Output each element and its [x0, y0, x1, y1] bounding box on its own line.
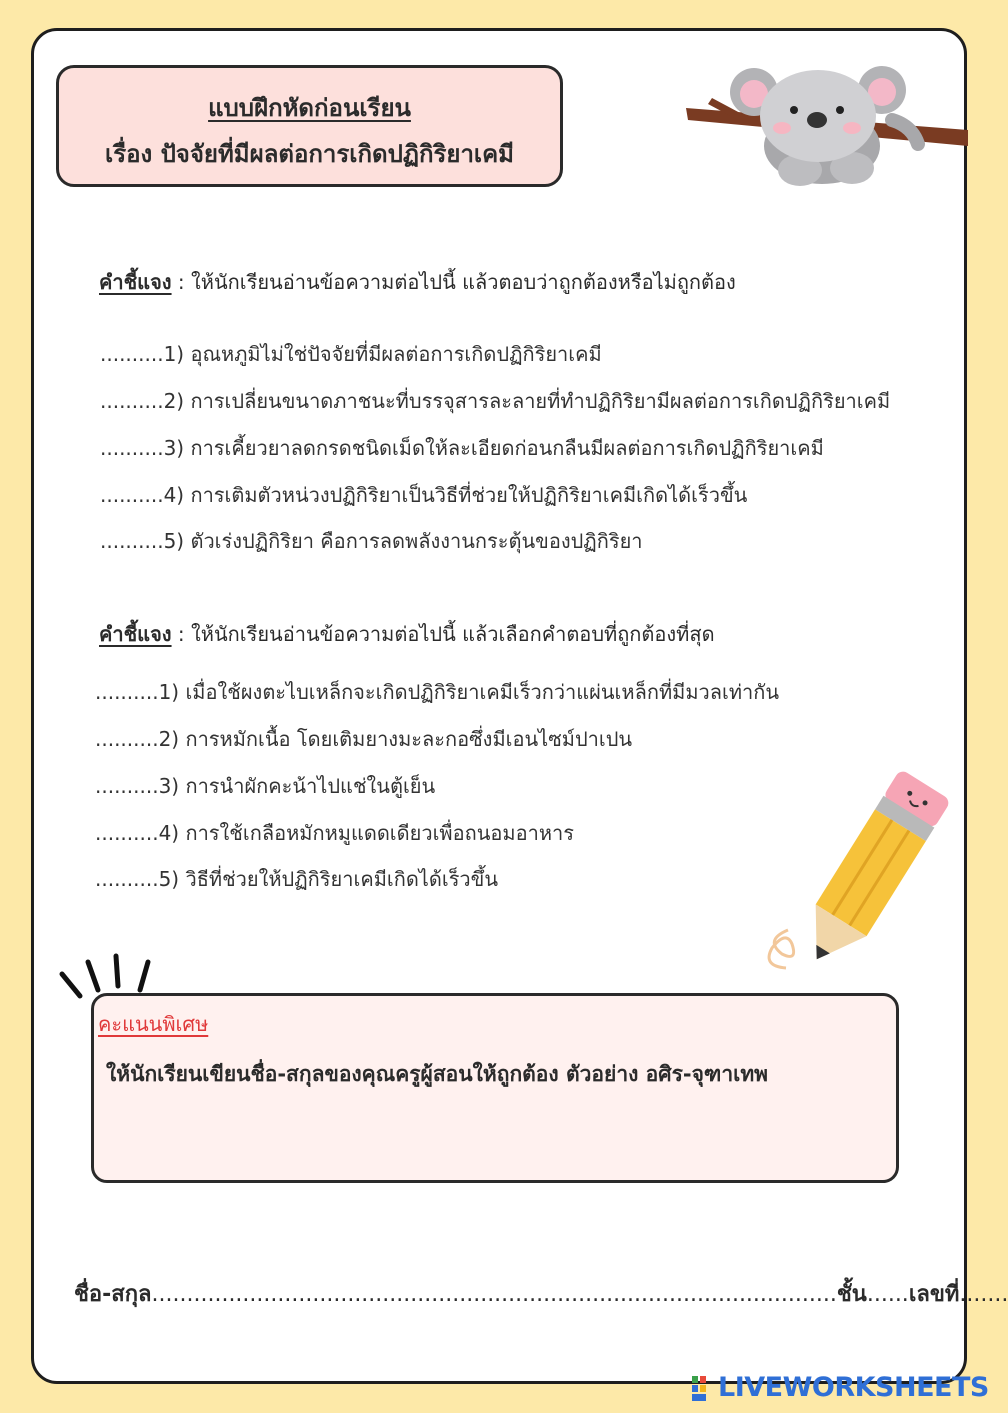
student-info-line [74, 1276, 1008, 1311]
section2-item[interactable]: ..........4) การใช้เกลือหมักหมูแดดเดียวเพื่อถนอมอาหาร [95, 821, 574, 845]
title-box [56, 65, 563, 187]
bonus-instruction: ให้นักเรียนเขียนชื่อ-สกุลของคุณครูผู้สอนให้ถูกต้อง ตัวอย่าง อศิร-จุฑาเทพ [106, 1062, 769, 1086]
koala-illustration [682, 58, 972, 190]
section1-item[interactable]: ..........3) การเคี้ยวยาลดกรดชนิดเม็ดให้ละเอียดก่อนกลืนมีผลต่อการเกิดปฏิกิริยาเคมี [100, 436, 824, 460]
worksheet-subtitle: เรื่อง ปัจจัยที่มีผลต่อการเกิดปฏิกิริยาเคมี [104, 140, 515, 168]
section1-item[interactable]: ..........4) การเติมตัวหน่วงปฏิกิริยาเป็นวิธีที่ช่วยให้ปฏิกิริยาเคมีเกิดได้เร็วขึ้น [100, 483, 748, 507]
section2-instruction-text: : ให้นักเรียนอ่านข้อความต่อไปนี้ แล้วเลือกคำตอบที่ถูกต้องที่สุด [171, 622, 715, 646]
section1-item[interactable]: ..........1) อุณหภูมิไม่ใช่ปัจจัยที่มีผลต่อการเกิดปฏิกิริยาเคมี [100, 342, 602, 366]
class-field[interactable]: ...... [866, 1282, 909, 1307]
section1-item[interactable]: ..........2) การเปลี่ยนขนาดภาชนะที่บรรจุสารละลายที่ทำปฏิกิริยามีผลต่อการเกิดปฏิกิริยาเคมี [100, 389, 891, 413]
section2-label: คำชี้แจง [99, 622, 172, 646]
number-field[interactable]: ....... [959, 1282, 1008, 1307]
bonus-title: คะแนนพิเศษ [98, 1012, 209, 1036]
number-label: เลขที่ [908, 1282, 960, 1307]
class-label: ชั้น [836, 1282, 867, 1307]
liveworksheets-logo [692, 1372, 989, 1403]
section2-item[interactable]: ..........2) การหมักเนื้อ โดยเติมยางมะละกอซึ่งมีเอนไซม์ปาเปน [95, 727, 633, 751]
pencil-illustration [758, 780, 938, 980]
brand-name: LIVEWORKSHEETS [718, 1372, 989, 1403]
section2-item[interactable]: ..........5) วิธีที่ช่วยให้ปฏิกิริยาเคมีเกิดได้เร็วขึ้น [95, 867, 499, 891]
section1-instruction [99, 266, 736, 298]
liveworksheets-icon [692, 1376, 714, 1402]
section2-item[interactable]: ..........1) เมื่อใช้ผงตะไบเหล็กจะเกิดปฏิกิริยาเคมีเร็วกว่าแผ่นเหล็กที่มีมวลเท่ากัน [95, 680, 780, 704]
name-label: ชื่อ-สกุล [74, 1282, 152, 1307]
worksheet-title: แบบฝึกหัดก่อนเรียน [208, 94, 411, 122]
section1-instruction-text: : ให้นักเรียนอ่านข้อความต่อไปนี้ แล้วตอบว่าถูกต้องหรือไม่ถูกต้อง [171, 270, 736, 294]
name-field[interactable]: .................................................................................................. [151, 1282, 837, 1307]
section2-instruction [99, 618, 715, 650]
section1-item[interactable]: ..........5) ตัวเร่งปฏิกิริยา คือการลดพลังงานกระตุ้นของปฏิกิริยา [100, 529, 643, 553]
section1-label: คำชี้แจง [99, 270, 172, 294]
section2-item[interactable]: ..........3) การนำผักคะน้าไปแช่ในตู้เย็น [95, 774, 436, 798]
